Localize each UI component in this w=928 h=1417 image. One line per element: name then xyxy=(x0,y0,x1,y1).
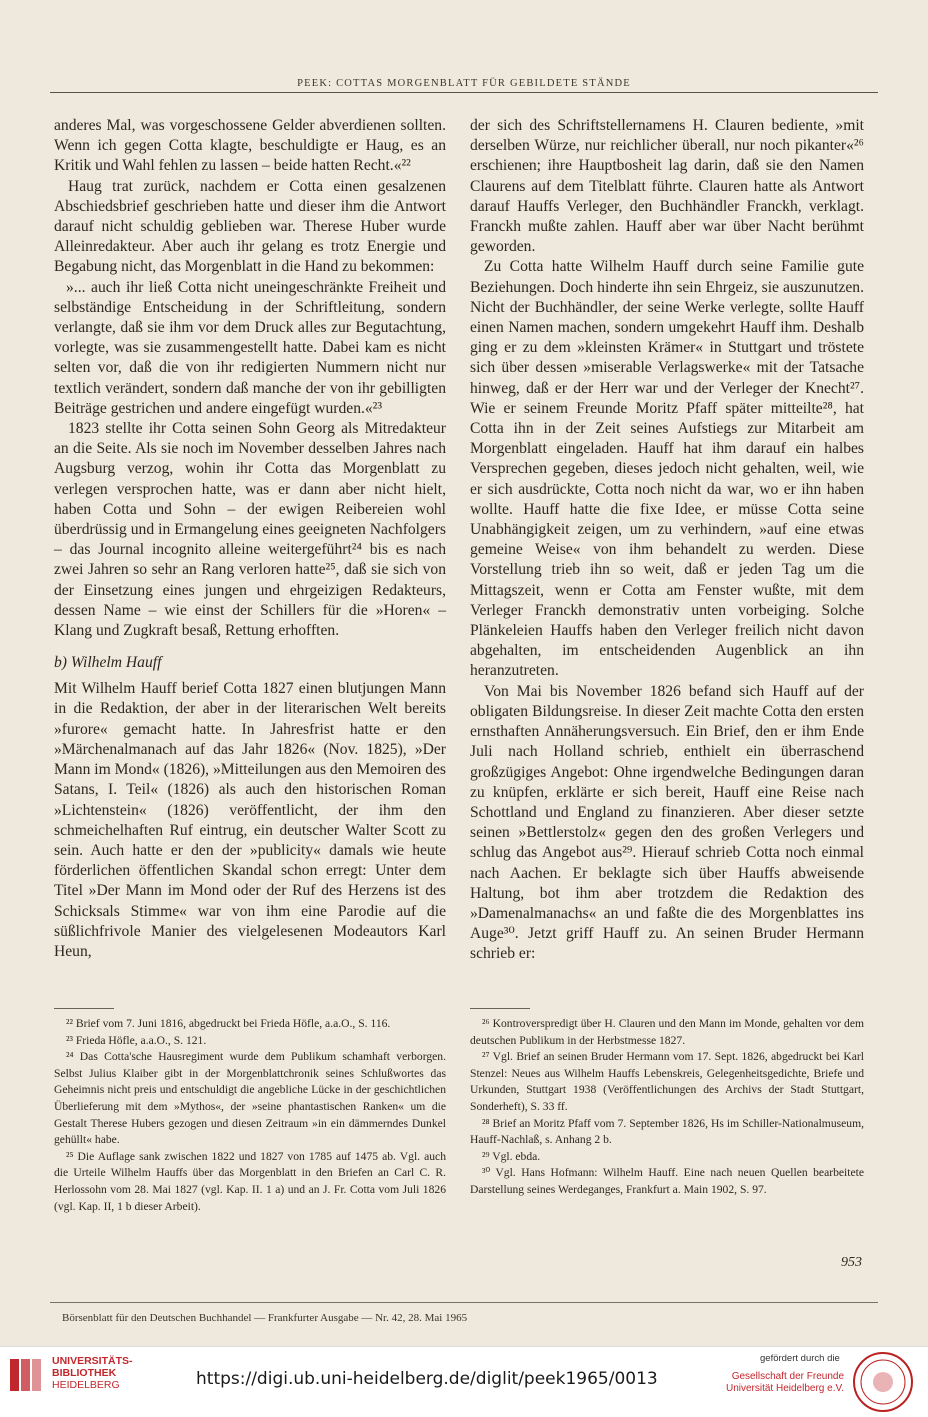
running-head: PEEK: COTTAS MORGENBLATT FÜR GEBILDETE STÄNDE xyxy=(297,78,631,89)
header-rule xyxy=(50,92,878,93)
sponsor-society-name: Gesellschaft der Freunde Universität Heidelberg e.V. xyxy=(725,1371,844,1394)
footnote: ²⁷ Vgl. Brief an seinen Bruder Hermann vom 17. Sept. 1826, abgedruckt bei Karl Stenzel: Neues aus Wilhelm Hauffs Lebenskreis, Gelegenheitsgedichte, Briefe und Urkunden, Stuttgart 1938 (Veröffentlichungen des Archivs der Stadt Stuttgart, Sonderheft), S. 33 ff. xyxy=(470,1050,864,1113)
funded-by-label: gefördert durch die xyxy=(760,1353,840,1364)
permalink-url[interactable]: https://digi.ub.uni-heidelberg.de/diglit/peek1965/0013 xyxy=(196,1369,658,1389)
paragraph: 1823 stellte ihr Cotta seinen Sohn Georg als Mitredakteur an die Seite. Als sie noch im November desselben Jahres nach Augsburg verzog, wohin ihr Cotta das Morgenblatt zu verlegen versprochen hatte, was er dann aber nicht hielt, haben Cotta und Sohn – der ewigen Reibereien wohl überdrüssig und in Ermangelung eines geeigneten Nachfolgers – das Journal incognito alleine weitergeführt²⁴ bis es nach zwei Jahren so sehr an Rang verloren hatte²⁵, daß sie sich von der Einsetzung eines jungen und ehrgeizigen Redakteurs, dessen Name – wie einst der Schillers für die »Horen« – Klang und Zugkraft besaß, Rettung erhofften. xyxy=(54,420,446,640)
footnote: ²⁴ Das Cotta'sche Hausregiment wurde dem Publikum schamhaft verborgen. Selbst Julius Klaiber gibt in der Morgenblattchronik seines Schlußwortes das Geheimnis nicht preis und entschuldigt die angebliche Lücke in der geschichtlichen Überlieferung mit dem »Mythos«, der »seine phantastischen Ranken« um die Gestalt Therese Hubers gezogen und diesen Zeitraum »in ein dämmerndes Dunkel gehüllt« habe. xyxy=(54,1050,446,1147)
university-library-name: UNIVERSITÄTS- BIBLIOTHEK HEIDELBERG xyxy=(52,1355,133,1391)
footer-rule xyxy=(50,1302,878,1303)
paragraph: Mit Wilhelm Hauff berief Cotta 1827 einen blutjungen Mann in die Redaktion, der aber in der literarischen Welt bereits »furore« gemacht hatte. In Jahresfrist hatte er den »Märchenalmanach auf das Jahr 1826« (Nov. 1825), »Der Mann im Mond« (1826), »Mitteilungen aus den Memoiren des Satans, I. Teil« (1826) als auch den historischen Roman »Lichtenstein« (1826) veröffentlicht, der ihm den schmeichelhaften Ruf eintrug, ein deutscher Walter Scott zu sein. Auch hatte er den der »publicity« damals wie heute förderlichen öffentlichen Skandal schon erregt: Unter dem Titel »Der Mann im Mond oder der Ruf des Herzens ist des Schicksals Stimme« war von ihm eine Parodie auf die süßlichfrivole Manier des vielgelesenen Modeautors Karl Heun, xyxy=(54,680,446,960)
university-library-logo-icon xyxy=(8,1355,44,1395)
block-quote: »... auch ihr ließ Cotta nicht uneingeschränkte Freiheit und selbständige Entscheidung in der Schriftleitung, sondern verlangte, daß sie ihm vor dem Druck alles zur Begutachtung, vorlegte, was sie zusammengestellt hatte. Dabei kam es nicht selten vor, daß die von ihr redigierten Nummern nicht nur textlich verändert, sondern daß manche der von ihr gebilligten Beiträge gestrichen und andere eingefügt wurden.«²³ xyxy=(54,278,446,417)
section-heading: b) Wilhelm Hauff xyxy=(54,654,162,672)
footnote: ²⁶ Kontroverspredigt über H. Clauren und den Mann im Monde, gehalten vor dem deutschen Publikum in der Herbstmesse 1827. xyxy=(470,1017,864,1047)
university-seal-icon xyxy=(852,1351,914,1413)
paragraph: Haug trat zurück, nachdem er Cotta einen gesalzenen Abschiedsbrief geschrieben hatte und dieser ihm die Antwort darauf nicht schuldig geblieben war. Therese Huber wurde Alleinredakteur. Aber auch ihr gelang es trotz Energie und Begabung nicht, das Morgenblatt in die Hand zu bekommen: xyxy=(54,177,446,276)
footnote-rule xyxy=(54,1008,114,1009)
footnote: ²³ Frieda Höfle, a.a.O., S. 121. xyxy=(66,1033,207,1047)
paragraph: Zu Cotta hatte Wilhelm Hauff durch seine Familie gute Beziehungen. Doch hinderte ihn sein Ehrgeiz, sie auszunutzen. Nicht der Buchhändler, der seine Werke verlegte, sollte Hauff einen Namen machen, sondern umgekehrt Hauff ihm. Deshalb ging er zu dem »kleinsten Krämer« in Stuttgart und tröstete sich über dessen »miserable Verlagswerke« mit der Tatsache hinweg, daß er der Herr war und der Verleger der Knecht²⁷. Wie er seinem Freunde Moritz Pfaff später mitteilte²⁸, hat Cotta ihn in der Zeit seines Aufstiegs zur Mitarbeit am Morgenblatt eingeladen. Hauff hat ihm darauf ein halbes Versprechen gegeben, dieses jedoch nicht gehalten, weil, wie er sich ausdrückte, Cotta noch nicht da war, wo er ihn haben wollte. Hauff hatte die fixe Idee, er müsse Cotta seine Unabhängigkeit zeigen, um zu verhindern, »auf eine etwas gemeine Weise« von ihm behandelt zu werden. Diese Vorstellung trieb ihn so weit, daß er jeden Tag um die Mittagszeit, wenn er Cotta am Fenster wußte, mit dem Verleger Franckh demonstrativ unten vorbeiging. Solche Plänkeleien Hauffs haben den Verleger freilich nicht davon abgehalten, im entscheidenden Augenblick an ihn heranzutreten. xyxy=(470,258,864,680)
paragraph: der sich des Schriftstellernamens H. Clauren bediente, »mit derselben Würze, nur reichlicher überall, nur noch pikanter«²⁶ erschienen; ihre Hauptbosheit lag darin, daß sie den Namen Claurens auf dem Titelblatt führte. Clauren hatte als Antwort darauf Hauffs Verleger, den Buchhändler Franckh, verklagt. Franckh mußte zahlen. Hauff aber war über Nacht berühmt geworden. xyxy=(470,117,864,256)
page-number: 953 xyxy=(841,1255,862,1270)
footnote: ²² Brief vom 7. Juni 1816, abgedruckt bei Frieda Höfle, a.a.O., S. 116. xyxy=(66,1017,391,1030)
left-column xyxy=(54,116,446,962)
footnote: ³⁰ Vgl. Hans Hofmann: Wilhelm Hauff. Eine nach neuen Quellen bearbeitete Darstellung seines Werdeganges, Frankfurt a. Main 1902, S. 97. xyxy=(470,1166,864,1196)
footnotes-right xyxy=(470,1016,864,1199)
paragraph: Von Mai bis November 1826 befand sich Hauff auf der obligaten Bildungsreise. In dieser Zeit machte Cotta den ersten ernsthaften Annäherungsversuch. Ein Brief, den er ihm Ende Juli nach Holland schrieb, enthielt ein überraschend großzügiges Angebot: Ohne irgendwelche Bedingungen daran zu knüpfen, erklärte er sich bereit, Hauff eine Reise nach Schottland und England zu finanzieren. Aber dieser setzte seinen »Bettlerstolz« gegen den des großen Verlegers und schlug das Angebot aus²⁹. Hierauf schrieb Cotta noch einmal nach Aachen. Er beklagte sich über Hauffs abweisende Haltung, bot ihm aber trotzdem die Redaktion des »Damenalmanachs« an und faßte die des Morgenblattes ins Auge³⁰. Jetzt griff Hauff zu. An seinen Bruder Hermann schrieb er: xyxy=(470,682,864,963)
footnote: ²⁹ Vgl. ebda. xyxy=(482,1149,541,1163)
footnote: ²⁵ Die Auflage sank zwischen 1822 und 1827 von 1785 auf 1475 ab. Vgl. auch die Urteile Wilhelm Hauffs über das Morgenblatt in den Briefen an Carl C. R. Herlossohn vom 28. Mai 1827 (vgl. Kap. II. 1 a) und an J. Fr. Cotta vom Juli 1826 (vgl. Kap. II, 1 b dieser Arbeit). xyxy=(54,1149,446,1213)
publication-footer: Börsenblatt für den Deutschen Buchhandel — Frankfurter Ausgabe — Nr. 42, 28. Mai 1965 xyxy=(62,1312,468,1324)
library-banner xyxy=(0,1346,928,1417)
footnote-rule xyxy=(470,1008,530,1009)
footnote: ²⁸ Brief an Moritz Pfaff vom 7. September 1826, Hs im Schiller-Nationalmuseum, Hauff-Nachlaß, s. Anhang 2 b. xyxy=(470,1116,864,1147)
paragraph: anderes Mal, was vorgeschossene Gelder abverdienen sollten. Wenn ich gegen Cotta klagte, beschuldigte er Haug, es an Kritik und Wahl fehlen zu lassen – beide hatten Recht.«²² xyxy=(54,117,446,175)
right-column xyxy=(470,116,864,965)
footnotes-left xyxy=(54,1016,446,1215)
